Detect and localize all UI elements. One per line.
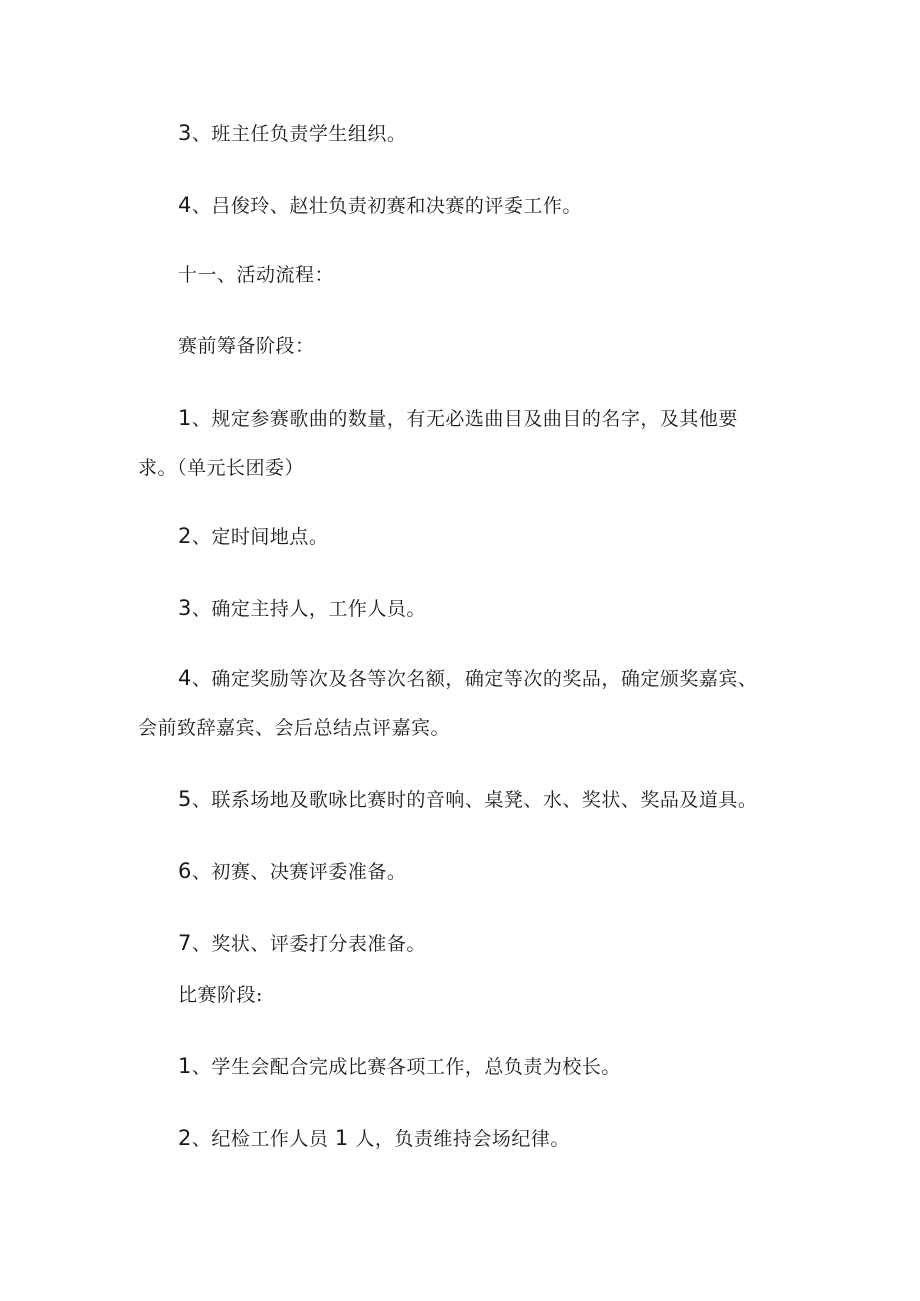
item-text: 、联系场地及歌咏比赛时的音响、桌凳、水、奖状、奖品及道具。 [191,789,758,811]
paragraph-prep-1 [178,405,738,432]
paragraph-prep-7 [178,930,426,957]
inline-number: 1 [334,1126,349,1150]
item-text: 、吕俊玲、赵壮负责初赛和决赛的评委工作。 [191,195,582,217]
item-text: 会前致辞嘉宾、会后总结点评嘉宾。 [138,717,451,739]
item-text: 、班主任负责学生组织。 [191,123,407,145]
item-number: 2 [178,524,192,548]
heading-text: 十一、活动流程： [178,264,335,286]
item-number: 3 [178,121,192,145]
section-heading-activity-flow [178,262,334,288]
paragraph-prep-2 [178,523,328,550]
item-number: 6 [178,859,192,883]
item-number: 1 [178,406,192,430]
paragraph-prep-6 [178,858,406,885]
heading-text: 赛前筹备阶段： [178,335,315,357]
paragraph-prep-1-continued [138,455,304,481]
item-text: 、初赛、决赛评委准备。 [191,861,407,883]
item-text: 、确定奖励等次及各等次名额，确定等次的奖品，确定颁奖嘉宾、 [191,668,758,690]
item-text: 求。（单元长团委） [138,457,305,479]
item-text: 、纪检工作人员 [191,1128,335,1150]
item-text: 、奖状、评委打分表准备。 [191,933,426,955]
subheading-preparation-stage [178,333,315,359]
heading-text: 比赛阶段: [178,984,263,1006]
item-text-tail: 人，负责维持会场纪律。 [348,1128,570,1150]
item-text: 、定时间地点。 [191,526,329,548]
item-number: 3 [178,596,192,620]
item-text: 、学生会配合完成比赛各项工作，总负责为校长。 [191,1056,621,1078]
item-number: 2 [178,1126,192,1150]
item-number: 7 [178,931,192,955]
item-text: 、规定参赛歌曲的数量，有无必选曲目及曲目的名字，及其他要 [191,408,738,430]
paragraph-prep-4 [178,665,757,692]
paragraph-comp-1 [178,1053,621,1080]
subheading-competition-stage [178,982,263,1008]
paragraph-prep-3 [178,595,426,622]
paragraph-prep-4-continued [138,715,450,741]
paragraph-comp-2 [178,1125,570,1152]
paragraph-prep-5 [178,786,757,813]
item-number: 4 [178,666,192,690]
item-number: 5 [178,787,192,811]
item-number: 1 [178,1054,192,1078]
item-text: 、确定主持人，工作人员。 [191,598,426,620]
paragraph-duty-3 [178,120,406,147]
paragraph-duty-4 [178,192,582,219]
item-number: 4 [178,193,192,217]
